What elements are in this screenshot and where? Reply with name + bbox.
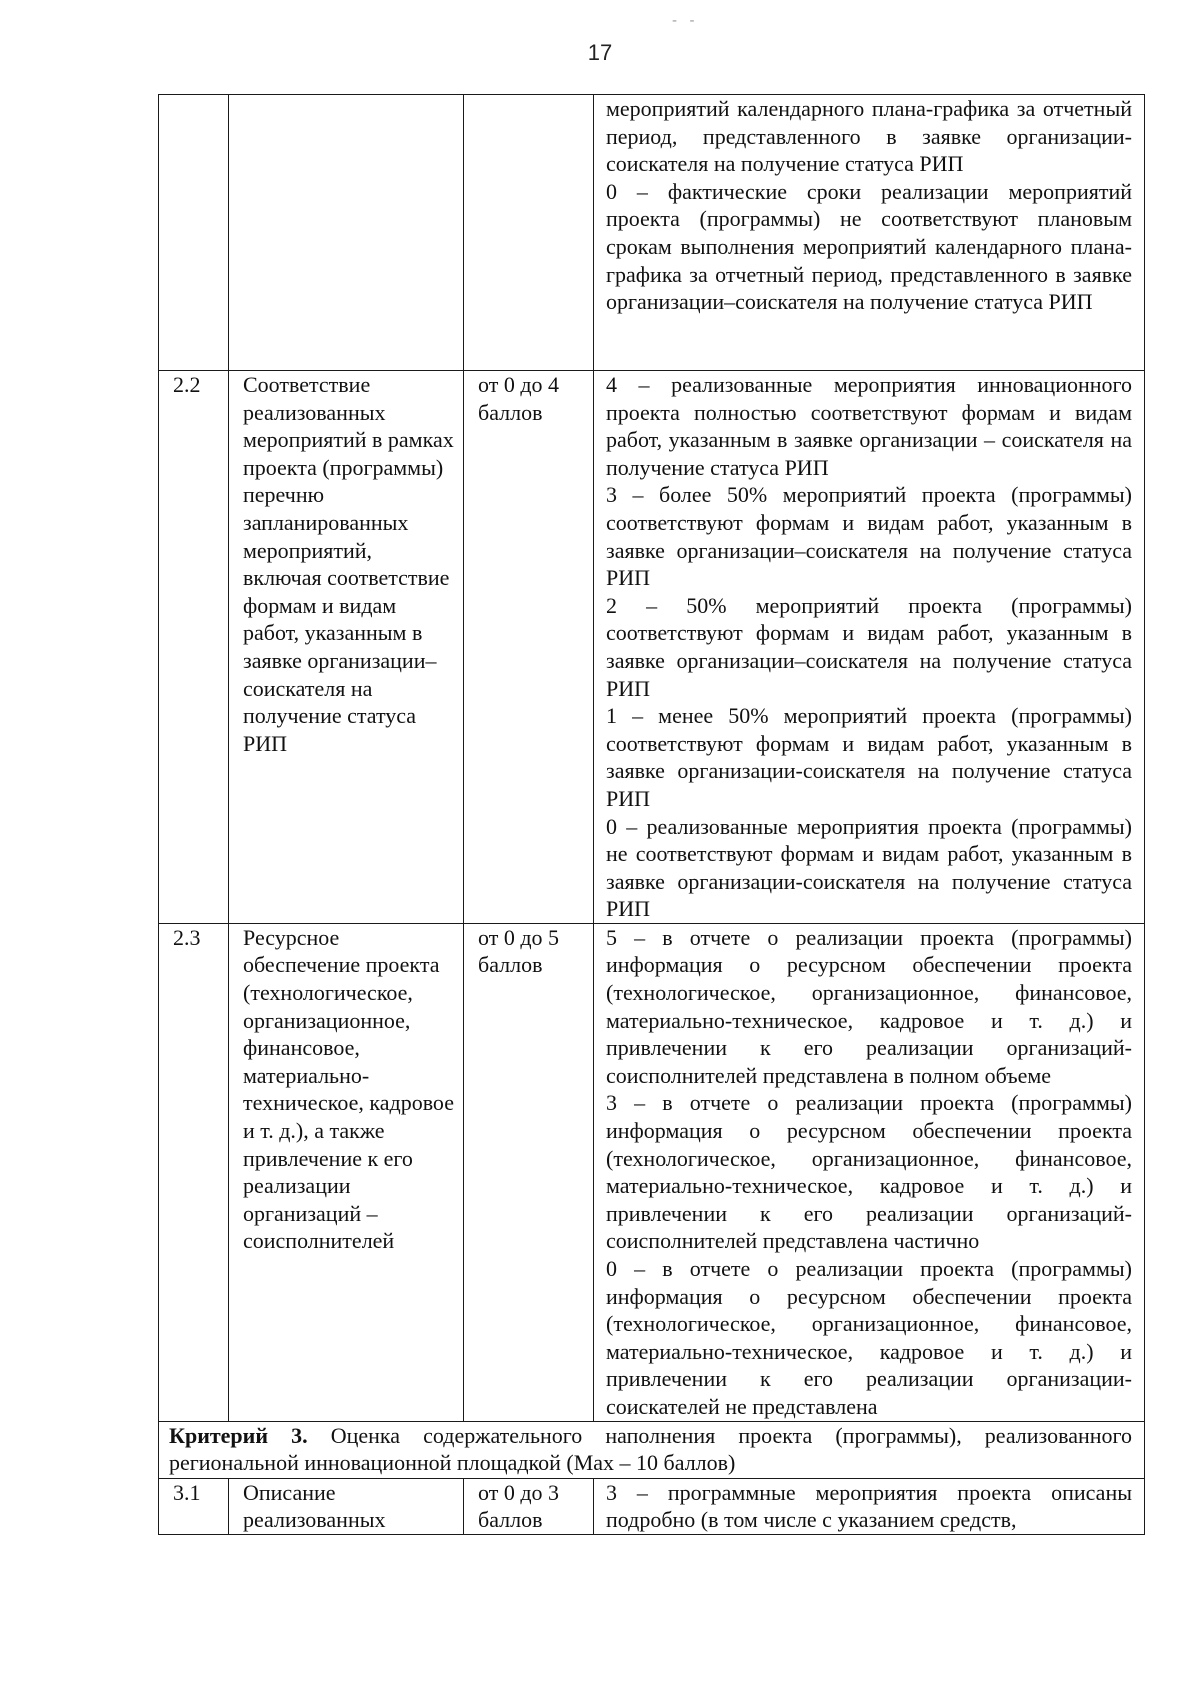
description-cell bbox=[594, 371, 1145, 924]
score-description: 3 – более 50% мероприятий проекта (программы) соответствуют формам и видам работ, указанным в заявке организации–соискателя на получение статуса РИП bbox=[606, 482, 1132, 591]
score-description: 3 – программные мероприятия проекта описаны подробно (в том числе с указанием средств, bbox=[606, 1479, 1132, 1533]
table-row-2-3 bbox=[159, 923, 1145, 1421]
score-description: 3 – в отчете о реализации проекта (программы) информация о ресурсном обеспечении проекта (технологическое, организационное, финансовое, материально-техническое, кадровое и т. д.) и привлечении к его реализации организаций-соисполнителей представлена частично bbox=[606, 1090, 1132, 1254]
score-description: мероприятий календарного плана-графика за отчетный период, представленного в заявке организации-соискателя на получение статуса РИП bbox=[606, 96, 1132, 177]
row-number bbox=[159, 95, 229, 371]
criterion-3-text: Оценка содержательного наполнения проекта (программы), реализованного региональной инновационной площадкой (Max – 10 баллов) bbox=[169, 1422, 1132, 1476]
description-cell bbox=[594, 923, 1145, 1421]
scan-artifact: - - bbox=[672, 13, 699, 29]
score-range-cell: от 0 до 3 баллов bbox=[464, 1478, 594, 1534]
score-description: 4 – реализованные мероприятия инновационного проекта полностью соответствуют формам и видам работ, указанным в заявке организации – соискателя на получение статуса РИП bbox=[606, 372, 1132, 480]
criterion-3-header bbox=[159, 1421, 1145, 1478]
score-description: 0 – в отчете о реализации проекта (программы) информация о ресурсном обеспечении проекта (технологическое, организационное, финансовое, материально-техническое, кадровое и т. д.) и привлечении к его реализации организации-соискателей не представлена bbox=[606, 1256, 1132, 1419]
criteria-table bbox=[158, 94, 1145, 1535]
score-range-cell bbox=[464, 95, 594, 371]
page-number: 17 bbox=[587, 40, 613, 65]
table-row-2-2 bbox=[159, 371, 1145, 924]
score-description: 2 – 50% мероприятий проекта (программы) соответствуют формам и видам работ, указанным в заявке организации–соискателя на получение статуса РИП bbox=[606, 592, 1132, 701]
score-description: 1 – менее 50% мероприятий проекта (программы) соответствуют формам и видам работ, указанным в заявке организации-соискателя на получение статуса РИП bbox=[606, 703, 1132, 811]
row-number: 2.2 bbox=[159, 371, 229, 924]
indicator-cell: Описание реализованных bbox=[229, 1478, 464, 1534]
score-description: 5 – в отчете о реализации проекта (программы) информация о ресурсном обеспечении проекта (технологическое, организационное, финансовое, материально-техническое, кадровое и т. д.) и привлечении к его реализации организаций-соисполнителей представлена в полном объеме bbox=[606, 924, 1132, 1088]
table-row-3-1 bbox=[159, 1478, 1145, 1534]
indicator-cell: Ресурсное обеспечение проекта (технологическое, организационное, финансовое, материально-техническое, кадровое и т. д.), а также привлечение к его реализации организаций – соисполнителей bbox=[229, 923, 464, 1421]
description-cell bbox=[594, 95, 1145, 371]
row-number: 2.3 bbox=[159, 923, 229, 1421]
score-description: 0 – реализованные мероприятия проекта (программы) не соответствуют формам и видам работ, указанным в заявке организации-соискателя на получение статуса РИП bbox=[606, 813, 1132, 922]
table-row-continuation bbox=[159, 95, 1145, 371]
indicator-cell bbox=[229, 95, 464, 371]
description-cell bbox=[594, 1478, 1145, 1534]
score-description: 0 – фактические сроки реализации мероприятий проекта (программы) не соответствуют плановым срокам выполнения мероприятий календарного плана-графика за отчетный период, представленного в заявке организации–соискателя на получение статуса РИП bbox=[606, 178, 1132, 315]
criterion-3-label: Критерий 3. bbox=[169, 1422, 308, 1448]
indicator-cell: Соответствие реализованных мероприятий в рамках проекта (программы) перечню запланированных мероприятий, включая соответствие формам и видам работ, указанным в заявке организации–соискателя на получение статуса РИП bbox=[229, 371, 464, 924]
score-range-cell: от 0 до 4 баллов bbox=[464, 371, 594, 924]
score-range-cell: от 0 до 5 баллов bbox=[464, 923, 594, 1421]
row-number: 3.1 bbox=[159, 1478, 229, 1534]
criterion-3-header-row bbox=[159, 1421, 1145, 1478]
